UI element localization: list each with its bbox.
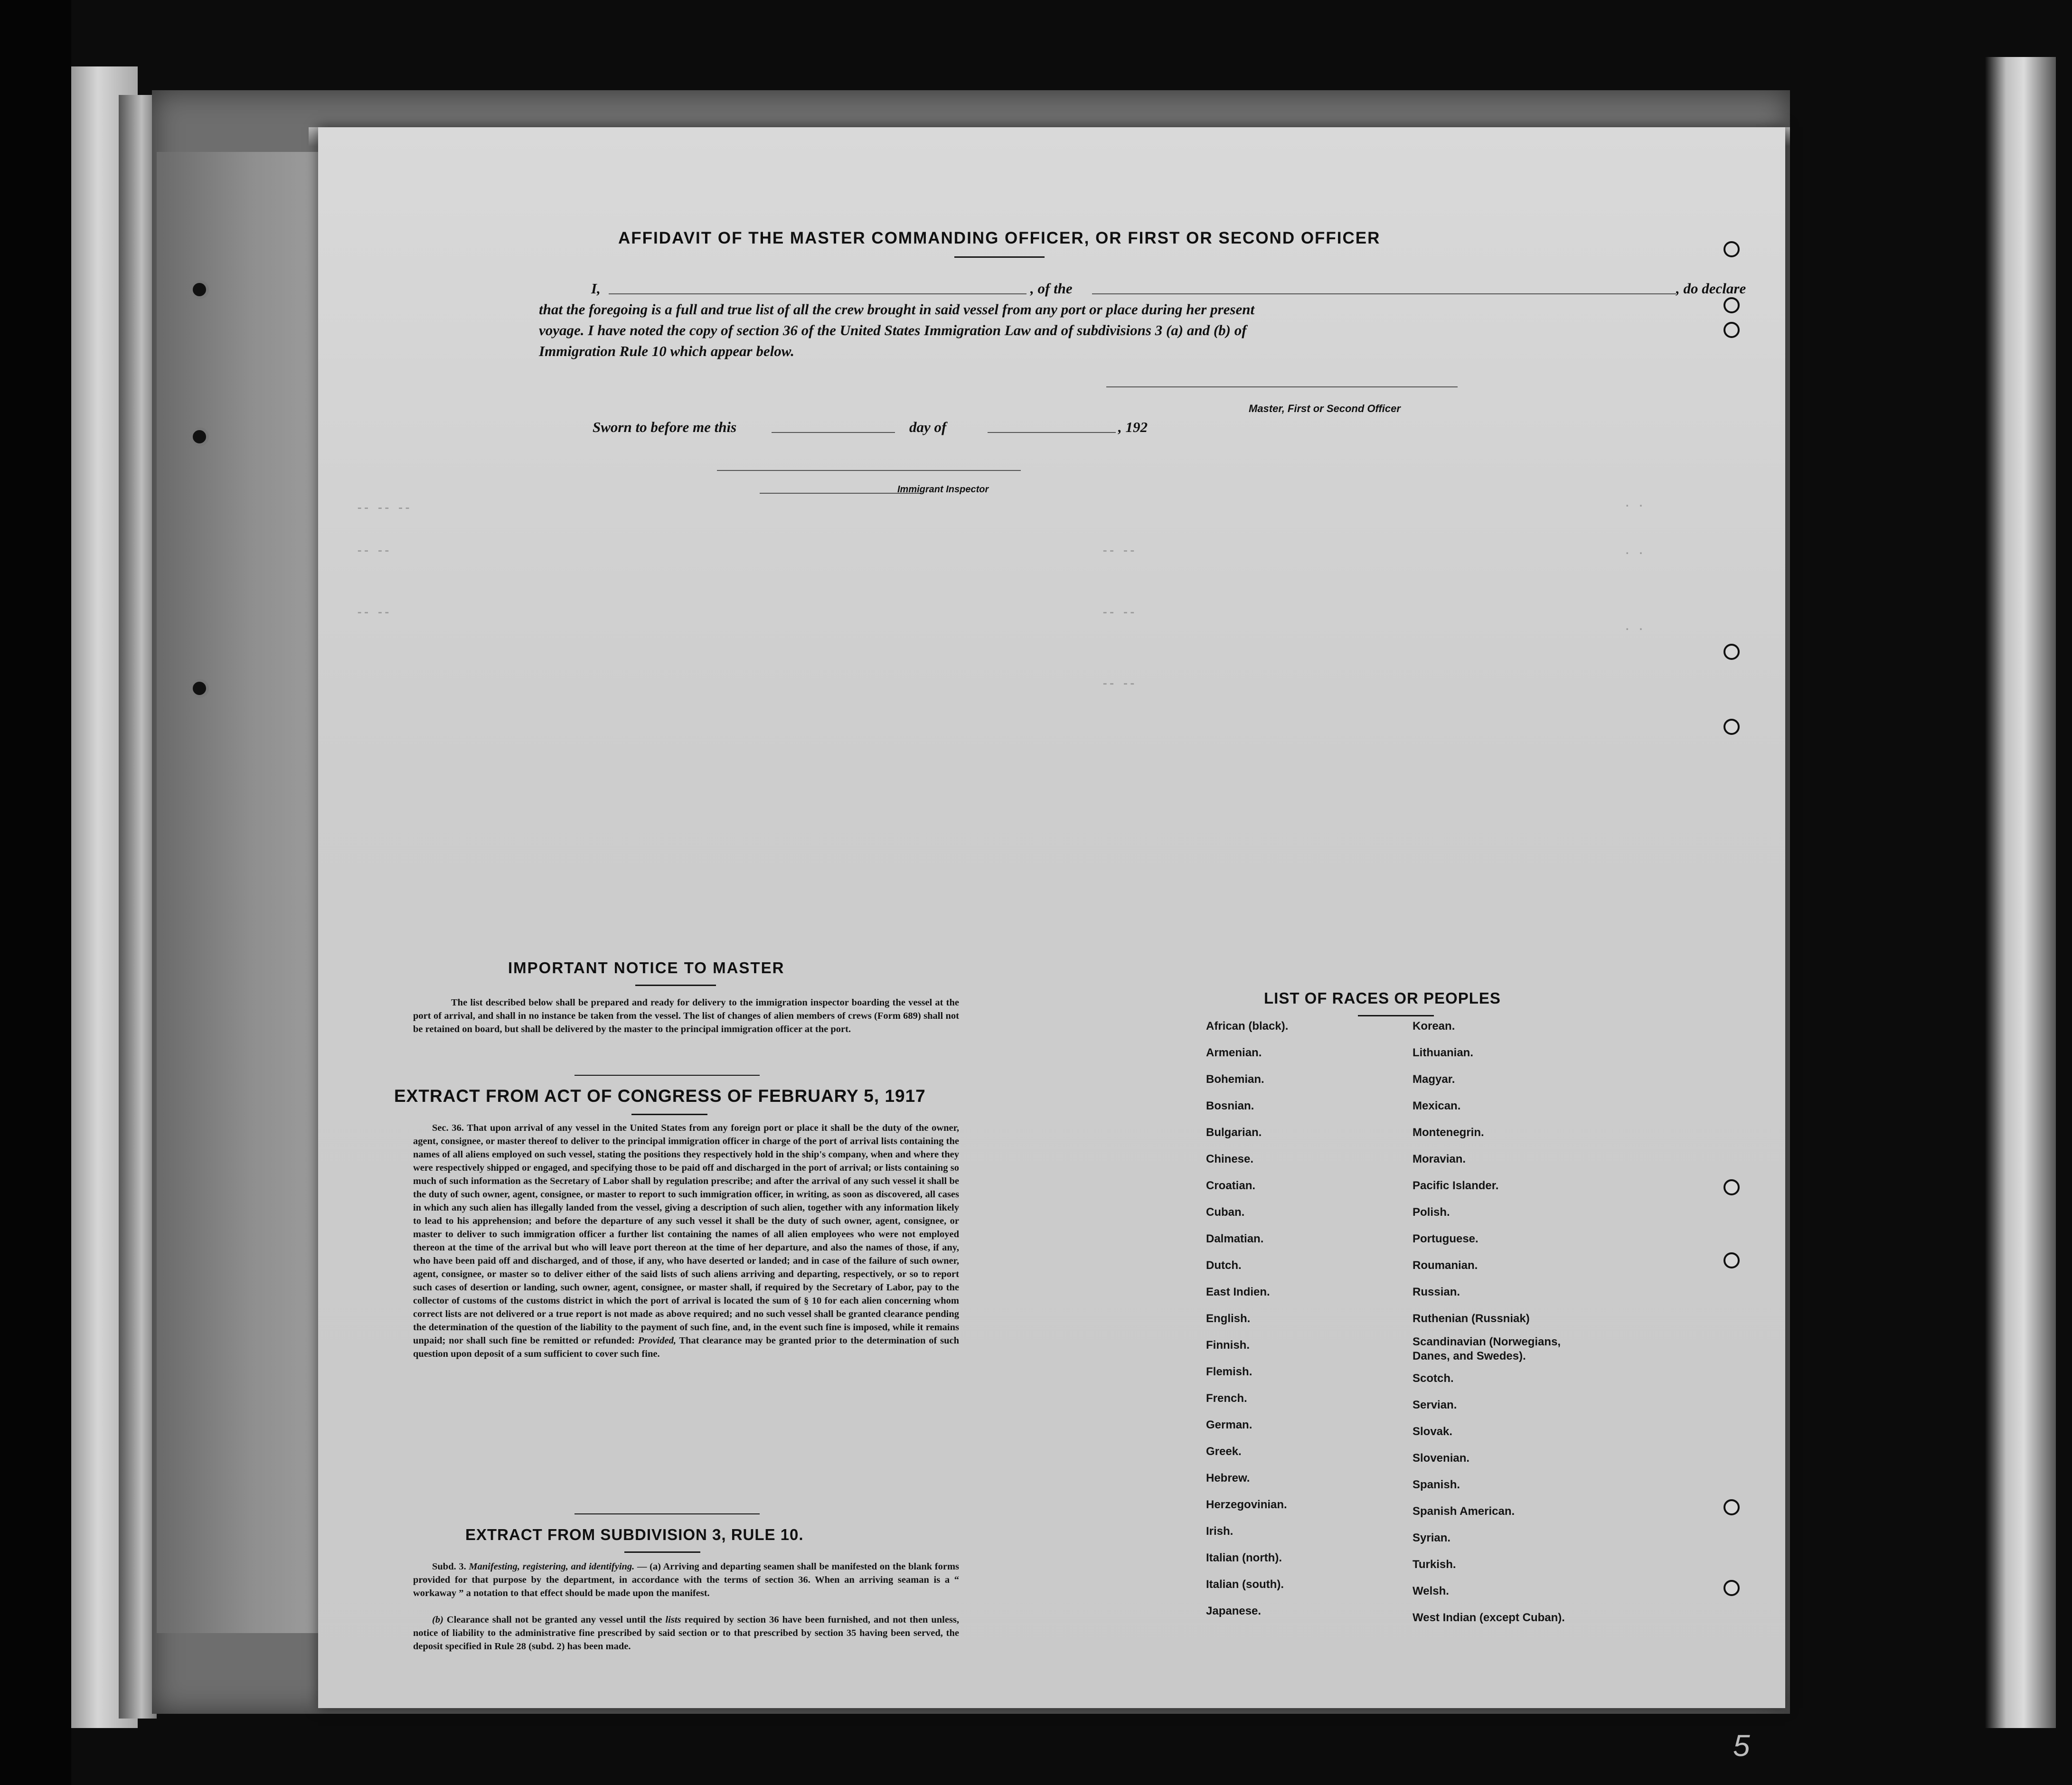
bleed-through-row: -- -- -- (356, 502, 411, 515)
rule-subd-heading: Manifesting, registering, and identifying. (469, 1561, 635, 1572)
race-item: Croatian. (1206, 1179, 1256, 1192)
bleed-through-row: -- -- (356, 607, 391, 620)
race-item: Mexican. (1413, 1099, 1461, 1112)
affidavit-i-label: I, (591, 280, 601, 297)
rule-underline (624, 1551, 700, 1553)
underlying-manifest-margin (157, 152, 318, 1633)
race-item: Welsh. (1413, 1585, 1449, 1597)
race-item: Hebrew. (1206, 1472, 1250, 1484)
inspector-label: Immigrant Inspector (897, 484, 989, 495)
binder-hole-icon (190, 427, 209, 446)
act-body-b: That clearance may be granted prior to the determination of such question upon deposit of a sum sufficient to cover such fine. (413, 1335, 959, 1359)
act-title: EXTRACT FROM ACT OF CONGRESS OF FEBRUARY 5, 1917 (394, 1086, 926, 1106)
race-item: Slovenian. (1413, 1452, 1470, 1465)
race-item: Japanese. (1206, 1605, 1262, 1617)
sworn-day-blank[interactable] (772, 432, 895, 433)
inspector-underline (760, 493, 921, 494)
punch-hole-icon (1724, 1580, 1740, 1596)
day-of-label: day of (909, 419, 947, 435)
race-item: Chinese. (1206, 1153, 1254, 1165)
inspector-signature-line[interactable] (717, 470, 1021, 471)
race-item: Portuguese. (1413, 1232, 1479, 1245)
race-item: Pacific Islander. (1413, 1179, 1499, 1192)
year-label: , 192 (1118, 419, 1148, 435)
race-item: Irish. (1206, 1525, 1234, 1538)
race-item: Turkish. (1413, 1558, 1456, 1571)
film-border-right (1985, 57, 2056, 1728)
race-item: Flemish. (1206, 1365, 1253, 1378)
race-item: Servian. (1413, 1399, 1457, 1411)
rule-title: EXTRACT FROM SUBDIVISION 3, RULE 10. (465, 1526, 804, 1543)
film-border-left (0, 0, 71, 1785)
race-item: Cuban. (1206, 1206, 1245, 1219)
race-item: Russian. (1413, 1286, 1460, 1298)
race-item: Bohemian. (1206, 1073, 1264, 1086)
affidavit-line-4: Immigration Rule 10 which appear below. (539, 343, 794, 359)
rule-subd-label: Subd. 3. (432, 1561, 466, 1572)
punch-hole-icon (1724, 719, 1740, 735)
act-underline (631, 1114, 707, 1115)
bleed-through-row: -- -- (1102, 678, 1136, 691)
races-title: LIST OF RACES OR PEOPLES (1264, 989, 1501, 1007)
binder-hole-icon (190, 679, 209, 698)
race-item: Dalmatian. (1206, 1232, 1264, 1245)
name-blank[interactable] (609, 293, 1027, 294)
race-item: Ruthenian (Russniak) (1413, 1312, 1530, 1325)
race-item: Syrian. (1413, 1531, 1451, 1544)
race-item: Greek. (1206, 1445, 1242, 1458)
bleed-through-row: -- -- (1102, 607, 1136, 620)
race-item: West Indian (except Cuban). (1413, 1611, 1565, 1624)
officer-signature-line[interactable] (1106, 386, 1458, 387)
race-item: Montenegrin. (1413, 1126, 1484, 1139)
races-left-column (1206, 1013, 1288, 1625)
punch-hole-icon (1724, 1499, 1740, 1515)
act-section-36 (413, 1121, 959, 1361)
rule-para-a (413, 1560, 959, 1600)
act-section-label: Sec. 36. (432, 1123, 464, 1133)
bleed-through-row: -- -- (1102, 545, 1136, 558)
binder-hole-icon (190, 280, 209, 299)
races-right-column (1413, 1013, 1593, 1631)
race-item: Moravian. (1413, 1153, 1466, 1165)
race-item: Spanish American. (1413, 1505, 1515, 1518)
rule-para-b-lists: lists (665, 1615, 681, 1625)
underlying-page-edge-2 (119, 95, 157, 1719)
sworn-month-blank[interactable] (988, 432, 1116, 433)
affidavit-line-2: that the foregoing is a full and true list of all the crew brought in said vessel from any port or place during her present (539, 301, 1255, 318)
notice-body: The list described below shall be prepared and ready for delivery to the immigration inspector boarding the vessel at the port of arrival, and shall in no instance be taken from the vessel. The list of changes of alien members of crews (Form 689) shall not be retained on board, but shall be delivered by the master to the principal immigration officer at the port. (413, 997, 959, 1034)
race-item: Bosnian. (1206, 1099, 1254, 1112)
punch-hole-icon (1724, 1252, 1740, 1268)
race-item: Scandinavian (Norwegians, Danes, and Swedes). (1413, 1335, 1561, 1362)
rule-para-a-text: — (a) Arriving and departing seamen shall be manifested on the blank forms provided for that purpose by the department, in accordance with the terms of section 36. When an arriving seaman is a “ workaway ” a notation to that effect should be made upon the manifest. (413, 1561, 960, 1598)
act-body-a: That upon arrival of any vessel in the United States from any foreign port or place it shall be the duty of the owner, agent, consignee, or master thereof to deliver to the principal immigration officer in charge of the port of arrival lists containing the names of all aliens employed on such vessel, stating the positions they respectively hold in the ship's company, when and where they were respectively shipped or engaged, and specifying those to be paid off and discharged in the port of arrival; or lists containing so much of such information as the Secretary of Labor shall by regulation prescribe; and after the arrival of any such vessel it shall be the duty of such owner, agent, consignee, or master to report to such immigration officer, in writing, as soon as discovered, all cases in which any such alien has illegally landed from the vessel, giving a description of such alien, together with any information likely to lead to his apprehension; and before the departure of any such vessel it shall be the duty of such owner, agent, consignee, or master to deliver to such immigration officer a further list containing the names of all alien employees who were not employed thereon at the time of the arrival but who will leave port thereon at the time of her departure, and also the names of those, if any, who have been paid off and discharged, and of those, if any, who have deserted or landed; and in case of the failure of such owner, agent, consignee, or master so to deliver either of the said lists of such aliens arriving and departing, respectively, or so to report such cases of desertion or landing, such owner, agent, consignee, or master shall, if required by the Secretary of Labor, pay to the collector of customs of the customs district in which the port of arrival is located the sum of § 10 for each alien concerning whom correct lists are not delivered or a true report is not made as above required; and no such vessel shall be granted clearance pending the determination of the question of the liability to the payment of such fine, and, in the event such fine is imposed, while it remains unpaid; nor shall such fine be remitted or refunded: (413, 1123, 959, 1346)
affidavit-title: AFFIDAVIT OF THE MASTER COMMANDING OFFICER, OR FIRST OR SECOND OFFICER (618, 229, 1381, 247)
notice-divider (575, 1075, 760, 1076)
sworn-label: Sworn to before me this (593, 419, 737, 435)
rule-para-b-post: required by section 36 have been furnished, and not then unless, notice of liability to the administrative fine prescribed by said section or to that prescribed by section 35 having been served, the deposit specified in Rule 28 (subd. 2) has been made. (413, 1615, 959, 1652)
race-item: East Indien. (1206, 1286, 1270, 1298)
race-item: Bulgarian. (1206, 1126, 1262, 1139)
race-item: Polish. (1413, 1206, 1450, 1219)
affidavit-page (318, 127, 1785, 1708)
vessel-blank[interactable] (1092, 293, 1676, 294)
race-item: Slovak. (1413, 1425, 1453, 1438)
affidavit-line-3: voyage. I have noted the copy of section 36 of the United States Immigration Law and of subdivisions 3 (a) and (b) of (539, 322, 1247, 338)
race-item: German. (1206, 1419, 1253, 1431)
title-underline (954, 256, 1045, 258)
race-item: Magyar. (1413, 1073, 1455, 1086)
race-item: Roumanian. (1413, 1259, 1478, 1272)
notice-title: IMPORTANT NOTICE TO MASTER (508, 959, 785, 977)
bleed-through-row: -- -- (356, 545, 391, 558)
notice-underline (635, 985, 716, 986)
race-item: Italian (south). (1206, 1578, 1284, 1591)
race-item: Lithuanian. (1413, 1046, 1473, 1059)
affidavit-of-the-label: , of the (1030, 280, 1073, 297)
race-item: African (black). (1206, 1020, 1289, 1033)
act-divider (575, 1513, 760, 1514)
punch-hole-icon (1724, 297, 1740, 313)
punch-hole-icon (1724, 1179, 1740, 1195)
bleed-through-row: . . (1624, 498, 1645, 510)
race-item: Herzegovinian. (1206, 1498, 1287, 1511)
race-item: French. (1206, 1392, 1247, 1405)
affidavit-declare-label: , do declare (1676, 280, 1746, 297)
race-item: Dutch. (1206, 1259, 1242, 1272)
punch-hole-icon (1724, 322, 1740, 338)
race-item: Armenian. (1206, 1046, 1262, 1059)
page-number-mark: 5 (1733, 1729, 1750, 1763)
race-item: Scotch. (1413, 1372, 1454, 1385)
punch-hole-icon (1724, 644, 1740, 660)
bleed-through-row: . . (1624, 545, 1645, 558)
race-item: Finnish. (1206, 1339, 1250, 1352)
race-item: Italian (north). (1206, 1551, 1282, 1564)
rule-para-b-label: (b) (432, 1615, 443, 1625)
rule-para-b (413, 1613, 959, 1653)
race-item: Korean. (1413, 1020, 1455, 1033)
bleed-through-row: . . (1624, 621, 1645, 634)
rule-para-b-pre: Clearance shall not be granted any vessel until the (443, 1615, 666, 1625)
punch-hole-icon (1724, 241, 1740, 257)
officer-label: Master, First or Second Officer (1249, 403, 1401, 414)
race-item: English. (1206, 1312, 1251, 1325)
race-item: Spanish. (1413, 1478, 1460, 1491)
act-provided: Provided, (638, 1335, 676, 1346)
